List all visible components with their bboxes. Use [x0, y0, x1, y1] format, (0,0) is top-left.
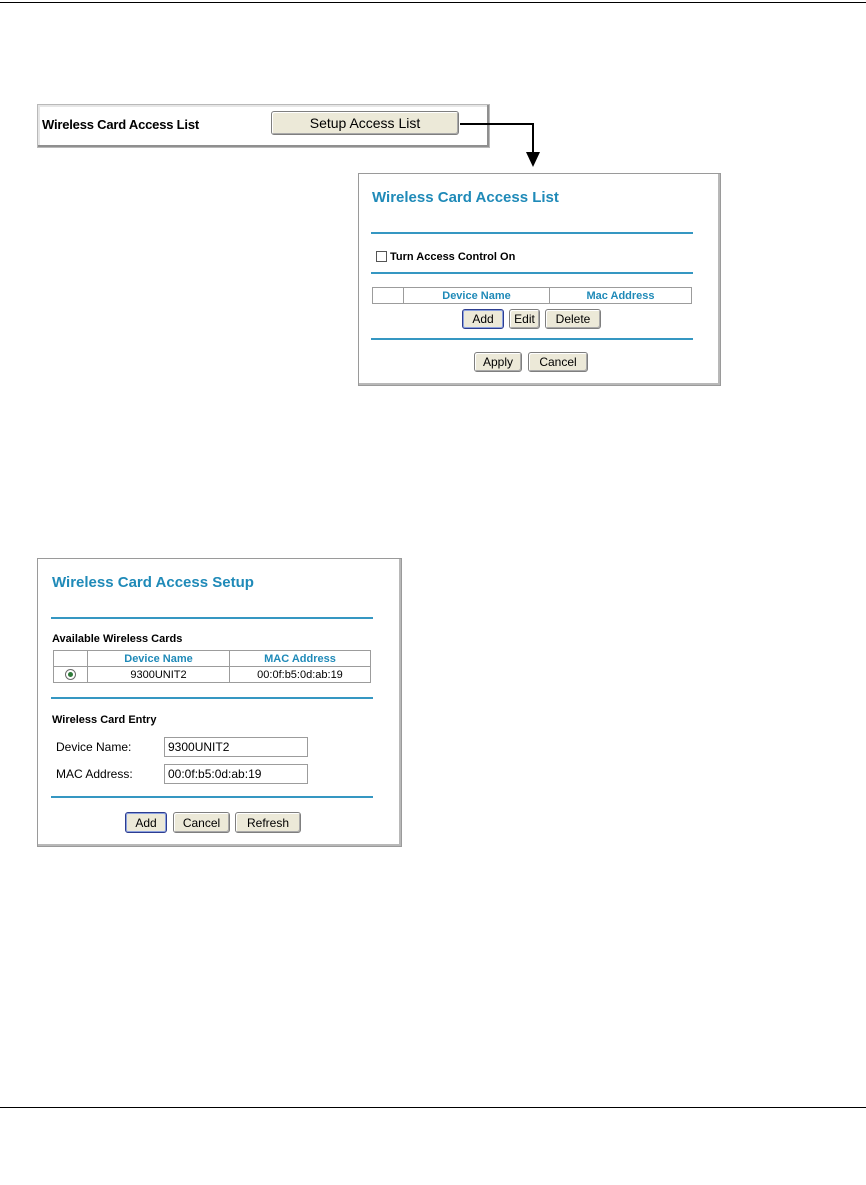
card-entry-label: Wireless Card Entry	[52, 714, 157, 726]
access-list-strip	[37, 104, 490, 148]
divider	[371, 338, 693, 340]
divider	[51, 617, 373, 619]
divider	[371, 232, 693, 234]
bottom-rule	[0, 1107, 866, 1108]
table-header-mac-address: MAC Address	[230, 651, 371, 667]
divider	[51, 697, 373, 699]
table-header-select	[373, 288, 404, 304]
arrow-down-icon	[526, 152, 540, 167]
access-setup-dialog	[37, 558, 402, 847]
divider	[51, 796, 373, 798]
mac-address-label: MAC Address:	[56, 767, 133, 781]
table-header-mac-address: Mac Address	[550, 288, 692, 304]
row-device-name: 9300UNIT2	[88, 667, 230, 683]
setup-access-list-button[interactable]: Setup Access List	[271, 111, 459, 135]
available-cards-label: Available Wireless Cards	[52, 633, 183, 645]
device-name-input[interactable]	[164, 737, 308, 757]
access-list-table	[372, 287, 692, 304]
table-row[interactable]	[54, 667, 371, 683]
table-header-device-name: Device Name	[404, 288, 550, 304]
top-rule	[0, 2, 866, 3]
arrow-connector-horizontal	[460, 123, 533, 125]
dialog-title: Wireless Card Access List	[372, 189, 559, 206]
add-button[interactable]: Add	[462, 309, 504, 329]
strip-label: Wireless Card Access List	[42, 117, 199, 132]
access-control-checkbox[interactable]	[376, 251, 387, 262]
edit-button[interactable]: Edit	[509, 309, 540, 329]
row-radio-selected[interactable]	[65, 669, 76, 680]
access-list-dialog	[358, 173, 721, 386]
divider	[371, 272, 693, 274]
cancel-button[interactable]: Cancel	[173, 812, 230, 833]
device-name-label: Device Name:	[56, 740, 132, 754]
delete-button[interactable]: Delete	[545, 309, 601, 329]
access-control-label: Turn Access Control On	[390, 251, 516, 263]
available-cards-table	[53, 650, 371, 683]
refresh-button[interactable]: Refresh	[235, 812, 301, 833]
table-header-device-name: Device Name	[88, 651, 230, 667]
table-header-select	[54, 651, 88, 667]
arrow-connector-vertical	[532, 123, 534, 153]
row-select-cell[interactable]	[54, 667, 88, 683]
mac-address-input[interactable]	[164, 764, 308, 784]
dialog-title: Wireless Card Access Setup	[52, 574, 254, 591]
apply-button[interactable]: Apply	[474, 352, 522, 372]
row-mac-address: 00:0f:b5:0d:ab:19	[230, 667, 371, 683]
add-button[interactable]: Add	[125, 812, 167, 833]
cancel-button[interactable]: Cancel	[528, 352, 588, 372]
